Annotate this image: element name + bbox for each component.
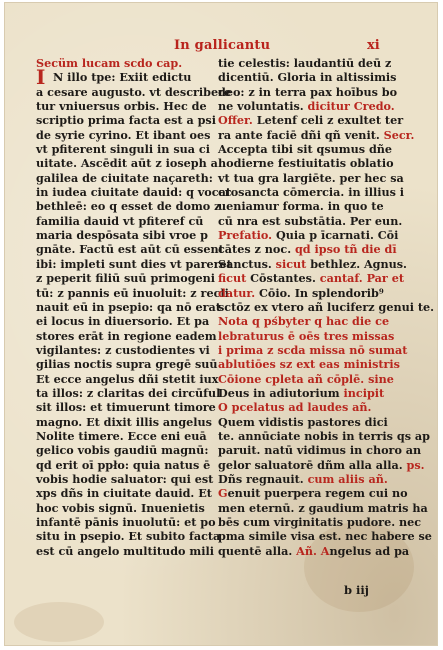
text-line <box>218 199 391 213</box>
body-text: men eternū. z gaudium matris ha <box>218 500 428 515</box>
body-text: tū: z pannis eū inuoluit: z recli <box>36 285 229 300</box>
signature-catchword: b iij <box>344 583 369 597</box>
body-text: bethlez. Agnus. <box>310 256 407 271</box>
rubric-text: Secr. <box>379 127 415 142</box>
text-line <box>36 299 221 314</box>
text-line <box>36 501 216 515</box>
rubric-text: cantaf. Par et <box>315 271 405 286</box>
text-line <box>218 357 400 372</box>
text-line <box>36 228 216 242</box>
text-line <box>218 127 415 142</box>
body-text: Cōstantes. <box>250 271 316 286</box>
body-text: sit illos: et timuerunt timore <box>36 400 216 415</box>
body-text: sctōz ex vtero añ luciferz genui te. <box>218 299 435 314</box>
text-line <box>36 113 216 127</box>
body-text: bethleē: eo q esset de domo z <box>36 199 221 214</box>
text-line <box>218 185 405 200</box>
text-line <box>218 56 391 70</box>
text-line <box>218 314 391 328</box>
body-text: Accepta tibi sit qsumus dñe <box>218 142 393 157</box>
rubric-text: qd ipso tñ die dī <box>291 242 397 257</box>
text-line <box>36 142 216 156</box>
body-text: Quia p īcarnati. Cōi <box>275 228 399 243</box>
text-line <box>218 213 403 228</box>
rubric-text: i prima z scda missa nō sumat <box>218 342 408 357</box>
text-line <box>218 113 404 128</box>
text-line <box>36 242 224 257</box>
text-line <box>218 415 391 429</box>
text-line <box>218 299 435 314</box>
body-text: maria despōsata sibi vroe p <box>36 228 208 243</box>
body-text: familia dauid vt pfiteref cū <box>36 213 204 228</box>
text-line <box>36 271 216 285</box>
body-text: nauit eū in psepio: qa nō erat <box>36 299 221 314</box>
rubric-text: ablutiōes sz ext eas ministris <box>218 357 400 372</box>
text-line <box>218 543 410 558</box>
left-text-column <box>36 56 232 558</box>
text-line <box>218 256 407 271</box>
text-line <box>36 443 216 457</box>
text-line <box>36 329 216 343</box>
body-text: vt pfiterent singuli in sua ci <box>36 142 210 157</box>
body-text: xps dñs in ciuitate dauid. Et <box>36 486 212 501</box>
text-line <box>218 386 391 400</box>
body-text: ne voluntatis. <box>218 99 304 114</box>
text-line <box>36 214 216 228</box>
text-line <box>36 429 216 443</box>
text-line <box>36 128 216 142</box>
rubric-text: Secüm lucam scdo cap. <box>36 56 183 70</box>
body-text: deo: z in terra pax hoībus bo <box>218 84 398 99</box>
body-text: tur vniuersus orbis. Hec de <box>36 99 207 114</box>
text-line <box>218 400 391 414</box>
text-line <box>218 70 397 85</box>
body-text: de syrie cyrino. Et ibant oes <box>36 127 211 142</box>
body-text: crosancta cōmercia. in illius i <box>218 185 405 200</box>
body-text: a cesare augusto. vt describere <box>36 84 232 99</box>
rubric-text: lebraturus ē oēs tres missas <box>218 328 395 343</box>
rubric-text: incipit <box>339 385 385 400</box>
rubric-text: G <box>218 486 228 501</box>
text-line <box>36 385 221 400</box>
text-line <box>218 515 422 529</box>
text-line <box>218 142 391 156</box>
text-line <box>218 99 395 114</box>
folio-number: xi <box>367 38 380 53</box>
text-line <box>36 285 229 300</box>
text-line <box>36 256 232 271</box>
body-text: Quem vidistis pastores dici <box>218 414 388 429</box>
body-text: pma simile visa est. nec habere se <box>218 529 432 544</box>
rubric-text: Cōione cpleta añ cōplē. sine <box>218 371 394 386</box>
body-text: cū nra est substātia. Per eun. <box>218 213 403 228</box>
body-text: vobis hodie saluator: qui est <box>36 471 214 486</box>
body-text: quentē alla. <box>218 543 293 558</box>
body-text: z peperit filiū suū primogeni <box>36 271 216 286</box>
body-text: stores erāt in regione eadem <box>36 328 217 343</box>
body-text: Et ecce angelus dñi stetit iux <box>36 371 219 386</box>
text-line <box>218 371 394 386</box>
text-line <box>218 472 391 486</box>
text-line <box>36 156 216 170</box>
text-line <box>218 170 404 185</box>
text-line <box>36 65 216 90</box>
initial-capital: I <box>36 65 46 90</box>
body-text: galilea de ciuitate naçareth: <box>36 170 213 185</box>
text-line <box>218 242 397 257</box>
body-text: in iudea ciuitate dauid: q vocat <box>36 185 232 200</box>
text-line <box>218 457 425 472</box>
running-head: In gallicantu <box>174 38 271 53</box>
text-line <box>218 428 430 443</box>
body-text: magno. Et dixit illis angelus <box>36 414 212 429</box>
body-text: ueniamur forma. in quo te <box>218 199 384 214</box>
text-line <box>36 415 216 429</box>
text-line <box>36 458 216 472</box>
text-line <box>218 328 395 343</box>
text-line <box>218 84 398 99</box>
text-line <box>36 472 216 486</box>
right-text-column <box>218 56 435 558</box>
rubric-text: ps. <box>402 457 425 472</box>
text-line <box>36 343 216 357</box>
body-text: gilias noctis supra gregē suū <box>36 357 218 372</box>
rubric-text: dicitur Credo. <box>303 99 395 114</box>
body-text: gelor saluatorē dñm alla alla. <box>218 457 403 472</box>
rubric-text: Añ. A <box>292 543 330 558</box>
body-text: enuit puerpera regem cui no <box>227 486 408 501</box>
text-line <box>36 529 221 544</box>
text-line <box>218 486 408 501</box>
text-line <box>218 271 405 286</box>
body-text: ra ante faciē dñi qñ venit. <box>218 127 380 142</box>
text-line <box>36 371 219 386</box>
body-text: tie celestis: laudantiū deū z <box>218 56 392 70</box>
rubric-text: O <box>218 400 228 415</box>
text-line <box>36 400 216 414</box>
body-text: bēs cum virginitatis pudore. nec <box>218 515 422 529</box>
text-line <box>36 171 216 185</box>
body-text: est cū angelo multitudo mili <box>36 543 214 558</box>
text-line <box>218 529 432 544</box>
rubric-text: Offer. <box>218 113 257 128</box>
body-text: situ in psepio. Et subito facta <box>36 529 221 544</box>
text-line <box>36 56 216 70</box>
body-text: cātes z noc. <box>218 242 292 257</box>
text-line <box>36 84 232 99</box>
body-text: vt tua gra largiēte. per hec sa <box>218 170 404 185</box>
body-text: hoc vobis signū. Inuenietis <box>36 500 205 515</box>
body-text: ei locus in diuersorio. Et pa <box>36 314 210 329</box>
body-text: paruit. natū vidimus in choro an <box>218 443 422 458</box>
body-text: uitate. Ascēdit aūt z ioseph a <box>36 156 218 171</box>
body-text: N illo tpe: Exiit edictu <box>53 70 192 85</box>
body-text: Deus in adiutorium <box>218 385 340 400</box>
body-text: Nolite timere. Ecce eni euā <box>36 428 207 443</box>
text-line <box>218 156 394 171</box>
rubric-text: Prefatio. <box>218 228 276 243</box>
rubric-text: ficut <box>218 271 251 286</box>
text-line <box>36 515 216 529</box>
body-text: Cōio. In splendorib⁹ <box>259 285 384 300</box>
text-line <box>36 185 232 200</box>
text-line <box>36 357 216 371</box>
text-line <box>218 500 428 515</box>
rubric-text: sicut <box>271 256 311 271</box>
body-text: dicentiū. Gloria in altissimis <box>218 70 397 85</box>
body-text: Letenf celi z exultet ter <box>256 113 404 128</box>
body-text: infantē pānis inuolutū: et po <box>36 515 216 529</box>
paper-stain <box>14 602 104 642</box>
rubric-text: datur. <box>218 285 260 300</box>
text-line <box>36 99 216 113</box>
body-text: ibi: impleti sunt dies vt pareret <box>36 256 232 271</box>
rubric-text: Nota q pśbyter q hac die ce <box>218 314 390 329</box>
text-line <box>218 443 422 458</box>
body-text: Dñs regnauit. <box>218 471 304 486</box>
text-line <box>36 314 216 328</box>
text-line <box>218 286 391 300</box>
body-text: gnāte. Factū est aūt cū essent <box>36 242 224 257</box>
body-text: te. annūciate nobis in terris qs ap <box>218 428 430 443</box>
text-line <box>36 544 216 558</box>
body-text: gelico vobis gaudiū magnū: <box>36 443 209 458</box>
text-line <box>218 228 399 243</box>
text-line <box>36 199 221 214</box>
body-text: vigilantes: z custodientes vi <box>36 342 210 357</box>
body-text: scriptio prima facta est a psi <box>36 113 216 128</box>
body-text: ta illos: z claritas dei circūful <box>36 385 221 400</box>
page-header <box>4 38 438 54</box>
text-line <box>36 486 216 500</box>
body-text: ngelus ad pa <box>329 543 410 558</box>
rubric-text: pcelatus ad laudes añ. <box>231 400 372 415</box>
body-text: qd erit oī ppło: quia natus ē <box>36 457 211 472</box>
rubric-text: cum aliis añ. <box>303 471 388 486</box>
body-text: hodierne festiuitatis oblatio <box>218 156 394 171</box>
parchment-leaf <box>4 2 438 646</box>
text-line <box>218 342 408 357</box>
body-text: Sanctus. <box>218 256 272 271</box>
